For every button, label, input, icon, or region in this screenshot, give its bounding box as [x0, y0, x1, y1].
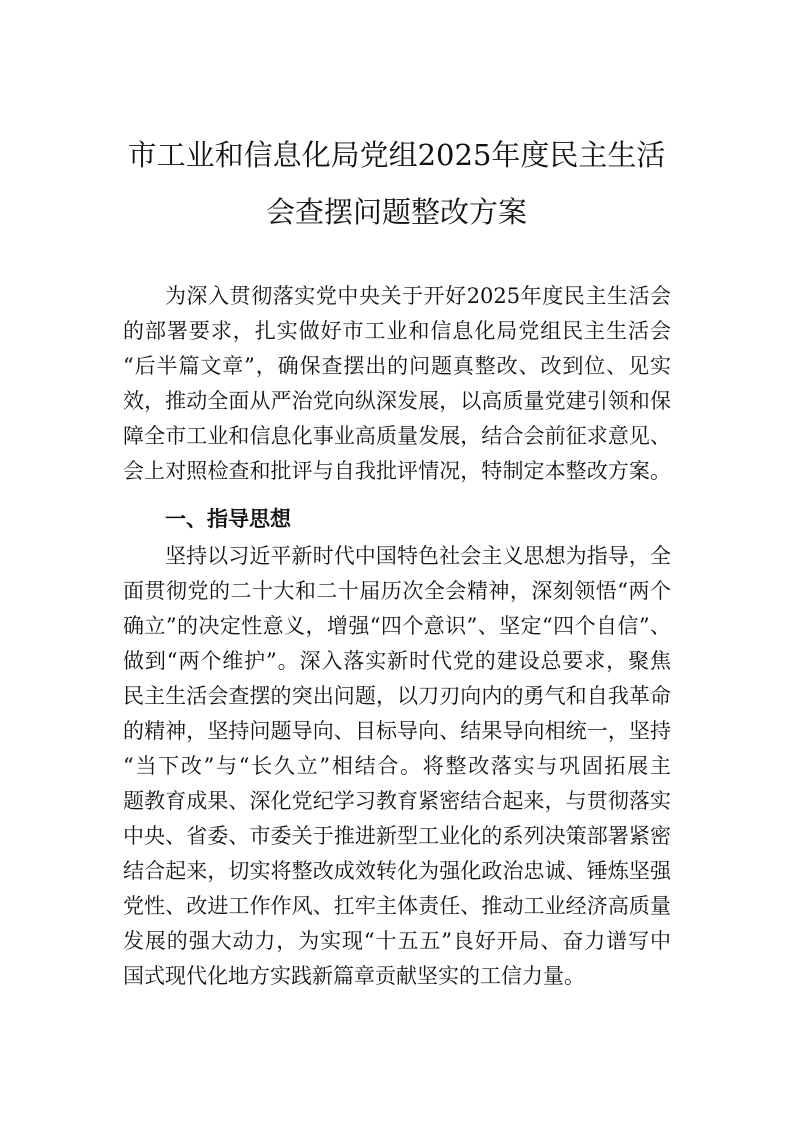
- paragraph-1-line: 效，推动全面从严治党向纵深发展，以高质量党建引领和保: [123, 389, 671, 413]
- document-title-line-2: 会查摆问题整改方案: [265, 195, 527, 229]
- paragraph-2-line: 民主生活会查摆的突出问题，以刀刃向内的勇气和自我革命: [123, 684, 671, 708]
- paragraph-2-line: 坚持以习近平新时代中国特色社会主义思想为指导，全: [165, 544, 671, 568]
- paragraph-1-line: 为深入贯彻落实党中央关于开好2025年度民主生活会: [165, 284, 671, 308]
- paragraph-1-line: 障全市工业和信息化事业高质量发展，结合会前征求意见、: [123, 424, 671, 448]
- paragraph-2-line: 做到“两个维护”。深入落实新时代党的建设总要求，聚焦: [123, 649, 671, 673]
- paragraph-2-line: 题教育成果、深化党纪学习教育紧密结合起来，与贯彻落实: [123, 789, 671, 813]
- paragraph-1-line: 会上对照检查和批评与自我批评情况，特制定本整改方案。: [123, 459, 671, 483]
- paragraph-2-line: 国式现代化地方实践新篇章贡献坚实的工信力量。: [123, 964, 585, 988]
- document-title-line-1: 市工业和信息化局党组2025年度民主生活: [127, 138, 666, 172]
- section-heading: 一、指导思想: [165, 507, 291, 531]
- paragraph-2-line: 面贯彻党的二十大和二十届历次全会精神，深刻领悟“两个: [123, 579, 671, 603]
- paragraph-2-line: 党性、改进工作作风、扛牢主体责任、推动工业经济高质量: [123, 894, 671, 918]
- paragraph-2-line: 确立”的决定性意义，增强“四个意识”、坚定“四个自信”、: [123, 614, 671, 638]
- paragraph-1-line: “后半篇文章”，确保查摆出的问题真整改、改到位、见实: [123, 354, 671, 378]
- paragraph-2-line: “当下改”与“长久立”相结合。将整改落实与巩固拓展主: [123, 754, 671, 778]
- paragraph-1-line: 的部署要求，扎实做好市工业和信息化局党组民主生活会: [123, 319, 671, 343]
- paragraph-2-line: 中央、省委、市委关于推进新型工业化的系列决策部署紧密: [123, 824, 671, 848]
- paragraph-2-line: 结合起来，切实将整改成效转化为强化政治忠诚、锤炼坚强: [123, 859, 671, 883]
- paragraph-2-line: 的精神，坚持问题导向、目标导向、结果导向相统一，坚持: [123, 719, 671, 743]
- paragraph-2-line: 发展的强大动力，为实现“十五五”良好开局、奋力谱写中: [123, 929, 671, 953]
